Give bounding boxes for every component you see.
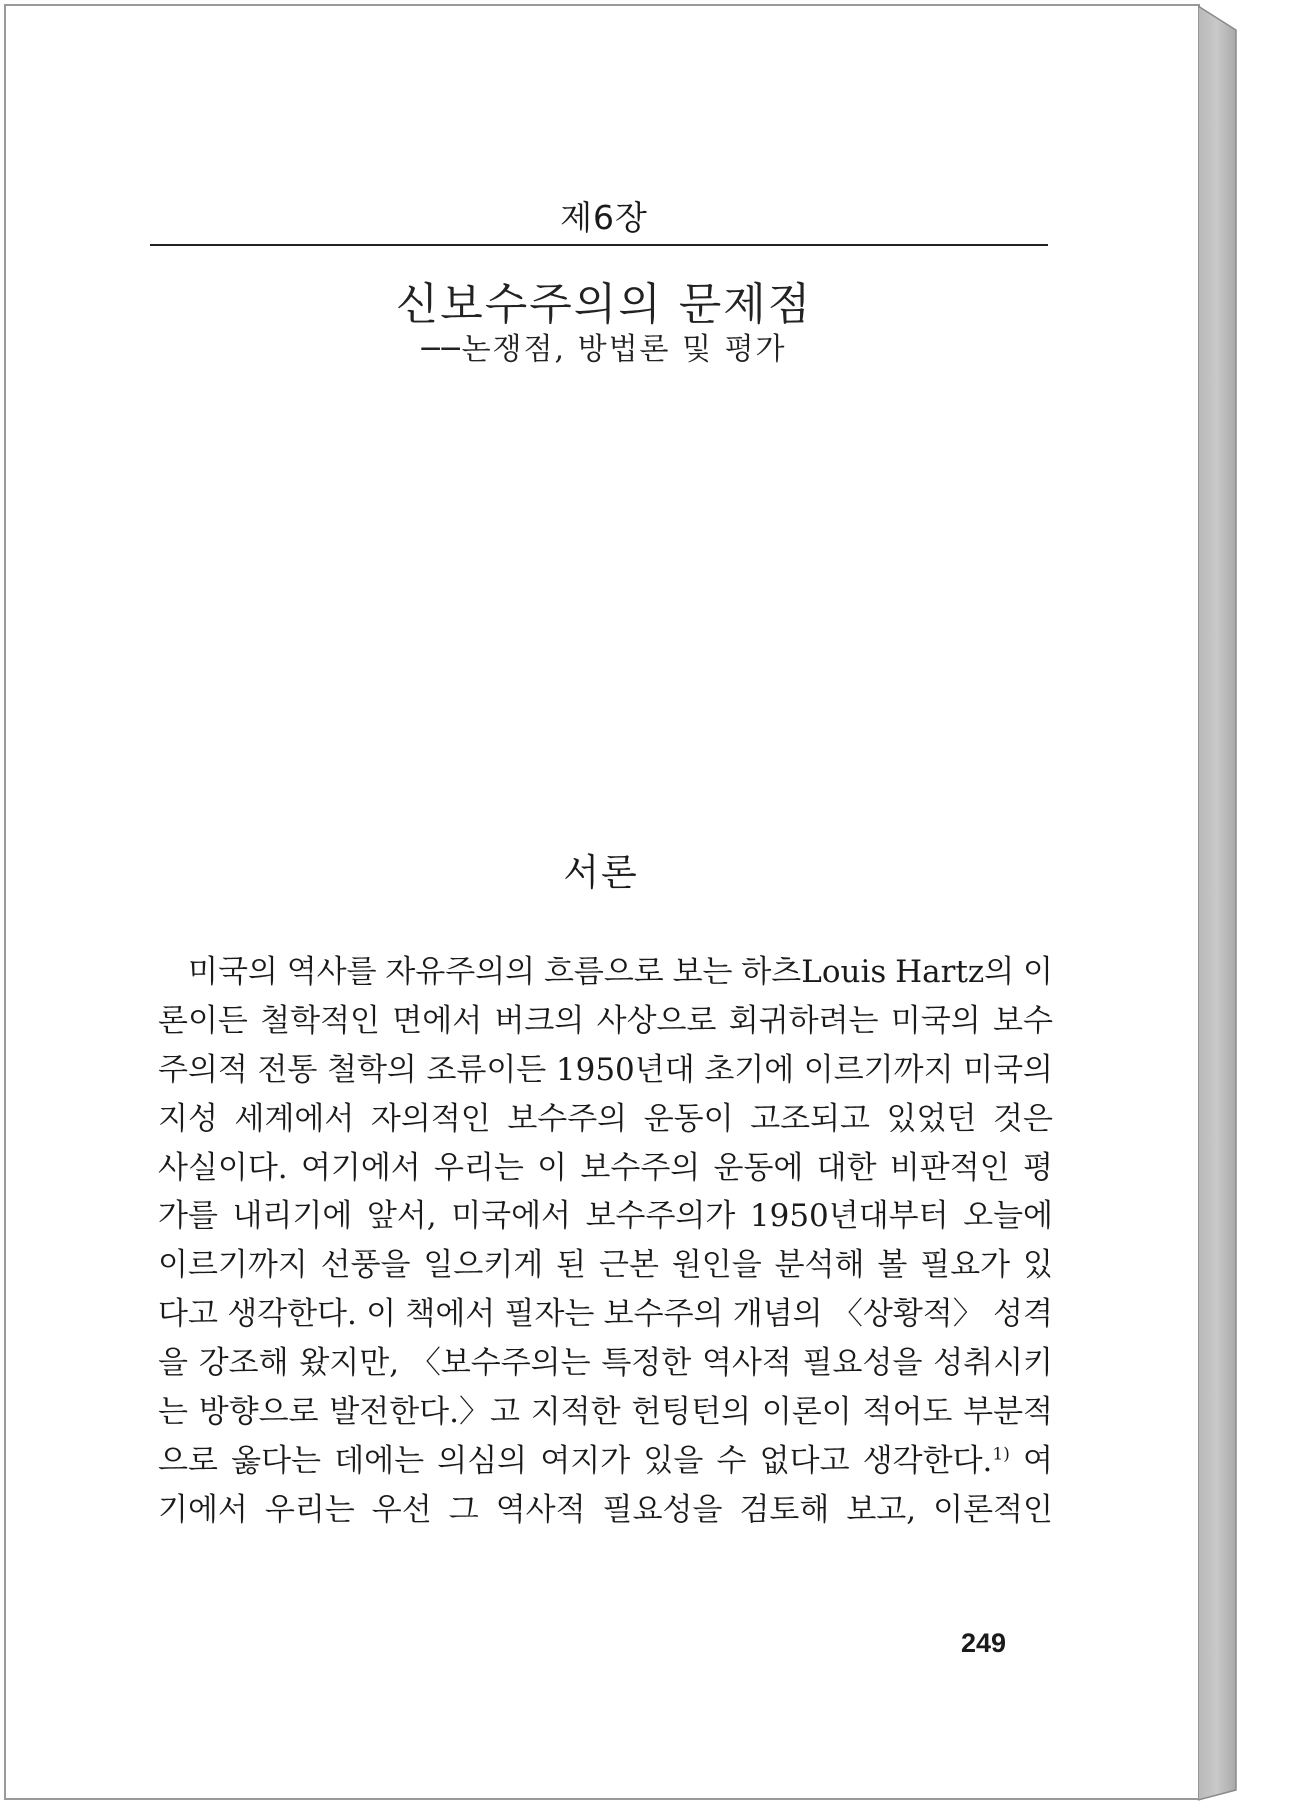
body-word: 보수주의가 xyxy=(585,1198,736,1235)
body-line xyxy=(158,1046,1053,1095)
body-word: 을 xyxy=(158,1345,188,1382)
body-word: 운동에 xyxy=(713,1149,804,1186)
body-word: 전통 xyxy=(257,1051,318,1088)
body-word: 성격 xyxy=(993,1296,1053,1333)
body-word: 개념의 xyxy=(732,1296,823,1333)
body-word: 기에서 xyxy=(158,1491,248,1528)
body-word: 보수 xyxy=(993,1002,1053,1039)
body-word: 이론이 xyxy=(761,1394,852,1431)
body-word: 선풍을 xyxy=(320,1247,411,1284)
body-word: 없다고 xyxy=(759,1442,850,1479)
body-word: 보수주의 xyxy=(603,1296,724,1333)
body-word: 사상으로 xyxy=(596,1002,717,1039)
body-line xyxy=(158,997,1053,1046)
body-word: 이르기까지 xyxy=(803,1051,954,1088)
body-word: 내리기에 xyxy=(232,1198,353,1235)
body-word: 필자는 xyxy=(504,1296,595,1333)
body-word: 1950년대 xyxy=(555,1051,695,1088)
body-word: 수 xyxy=(716,1442,747,1479)
page-number: 249 xyxy=(961,1628,1007,1658)
body-word: 철학적인 xyxy=(260,1002,380,1039)
body-word: 있을 xyxy=(643,1442,704,1479)
body-word: 필요성을 xyxy=(602,1491,723,1528)
body-word: 다고 xyxy=(158,1296,218,1333)
body-word: 평 xyxy=(1022,1149,1053,1186)
body-word: 부분적 xyxy=(963,1394,1053,1431)
body-word: 미국에서 xyxy=(451,1198,571,1235)
body-word: 왔지만, xyxy=(299,1345,400,1382)
body-line xyxy=(158,1144,1053,1193)
body-word: 데에는 xyxy=(334,1442,425,1479)
body-word: 운동이 xyxy=(643,1100,734,1137)
body-word: 역사를 xyxy=(286,954,377,990)
body-word: 책에서 xyxy=(405,1296,496,1333)
body-line xyxy=(158,1388,1053,1437)
chapter-divider xyxy=(150,244,1048,246)
book-page xyxy=(4,4,1200,1800)
body-word: 있 xyxy=(1023,1247,1053,1284)
body-word: 자유주의의 xyxy=(385,954,536,990)
body-word: 여 xyxy=(1023,1442,1053,1479)
body-line xyxy=(158,1241,1053,1290)
body-word: 원인을 xyxy=(671,1247,762,1284)
body-word: 〈상황적〉 xyxy=(831,1296,984,1333)
body-word: 적어도 xyxy=(862,1394,953,1431)
body-word: 조류이든 xyxy=(426,1051,547,1088)
body-word: 된 xyxy=(556,1247,587,1284)
body-line xyxy=(158,1486,1053,1535)
body-word: 보고, xyxy=(846,1491,917,1528)
chapter-label: 제6장 xyxy=(560,198,648,237)
body-word: 비판적인 xyxy=(889,1149,1010,1186)
body-line xyxy=(158,1095,1053,1144)
body-word: 으로 xyxy=(158,1442,218,1479)
body-word: 하츠Louis xyxy=(741,954,887,990)
body-line xyxy=(158,1339,1053,1388)
body-word: 필요성을 xyxy=(802,1345,923,1382)
body-word: 필요가 xyxy=(920,1247,1011,1284)
body-word: 방향으로 xyxy=(198,1394,319,1431)
body-word: 보는 xyxy=(672,954,733,990)
body-word: 이론적인 xyxy=(933,1491,1053,1528)
body-word: 성취시키 xyxy=(933,1345,1053,1382)
body-word: 강조해 xyxy=(198,1345,289,1382)
body-word: 1950년대부터 xyxy=(749,1198,949,1235)
body-word: 것은 xyxy=(993,1100,1053,1137)
section-heading: 서론 xyxy=(563,851,639,894)
body-word: Hartz의 xyxy=(895,954,1015,990)
body-word: 오늘에 xyxy=(963,1198,1053,1235)
body-word: 그 xyxy=(448,1491,479,1528)
body-word: 생각한다. xyxy=(227,1296,357,1333)
body-word: 우리는 xyxy=(434,1149,524,1186)
body-word: 지성 xyxy=(158,1100,218,1137)
body-word: 생각한다.$^{1)}$ xyxy=(862,1442,1010,1479)
body-line xyxy=(158,1437,1053,1486)
body-word: 검토해 xyxy=(739,1491,830,1528)
body-word: 이르기까지 xyxy=(158,1247,308,1284)
body-word: 회귀하려는 xyxy=(728,1002,879,1039)
chapter-subtitle: ──논쟁점, 방법론 및 평가 xyxy=(421,332,787,367)
body-word: 분석해 xyxy=(774,1247,865,1284)
body-line xyxy=(158,1192,1053,1241)
body-word: 초기에 xyxy=(704,1051,795,1088)
body-word: 보수주의 xyxy=(507,1100,628,1137)
body-word: 일으키게 xyxy=(423,1247,544,1284)
body-line xyxy=(158,948,1053,997)
body-word: 〈보수주의는 xyxy=(409,1345,591,1382)
body-word: 의심의 xyxy=(437,1442,528,1479)
body-word: 역사적 xyxy=(701,1345,792,1382)
body-word: 철학의 xyxy=(327,1051,417,1088)
body-word: 고조되고 xyxy=(750,1100,870,1137)
body-word: 세계에서 xyxy=(234,1100,355,1137)
body-word: 론이든 xyxy=(158,1002,248,1039)
body-word: 우선 xyxy=(371,1491,432,1528)
body-word: 면에서 xyxy=(392,1002,483,1039)
body-word: 미국의 xyxy=(890,1002,981,1039)
body-word: 볼 xyxy=(877,1247,908,1284)
body-word: 주의적 xyxy=(158,1051,248,1088)
body-paragraph xyxy=(158,948,1053,1535)
body-word: 미국의 xyxy=(963,1051,1053,1088)
body-word: 앞서, xyxy=(366,1198,437,1235)
body-word: 이 xyxy=(1023,954,1053,990)
body-word: 는 xyxy=(158,1394,188,1431)
body-word: 미국의 xyxy=(188,954,278,990)
body-word: 보수주의 xyxy=(580,1149,701,1186)
body-word: 특정한 xyxy=(601,1345,692,1382)
body-word: 있었던 xyxy=(886,1100,977,1137)
body-word: 이 xyxy=(537,1149,568,1186)
chapter-title: 신보수주의의 문제점 xyxy=(395,279,813,330)
body-word: 이 xyxy=(366,1296,397,1333)
body-word: 지적한 xyxy=(530,1394,621,1431)
body-word: 가를 xyxy=(158,1198,218,1235)
body-word: 헌팅턴의 xyxy=(631,1394,752,1431)
body-word: 여지가 xyxy=(540,1442,631,1479)
body-word: 역사적 xyxy=(495,1491,586,1528)
body-word: 우리는 xyxy=(264,1491,355,1528)
body-word: 옳다는 xyxy=(231,1442,321,1479)
body-word: 흐름으로 xyxy=(543,954,664,990)
body-word: 버크의 xyxy=(494,1002,585,1039)
body-word: 발전한다.〉고 xyxy=(329,1394,520,1431)
body-word: 사실이다. xyxy=(158,1149,288,1186)
footnote-marker: 1) xyxy=(992,1444,1010,1465)
body-word: 자의적인 xyxy=(370,1100,491,1137)
body-word: 근본 xyxy=(599,1247,659,1284)
body-word: 대한 xyxy=(816,1149,877,1186)
body-word: 여기에서 xyxy=(300,1149,421,1186)
body-line xyxy=(158,1290,1053,1339)
